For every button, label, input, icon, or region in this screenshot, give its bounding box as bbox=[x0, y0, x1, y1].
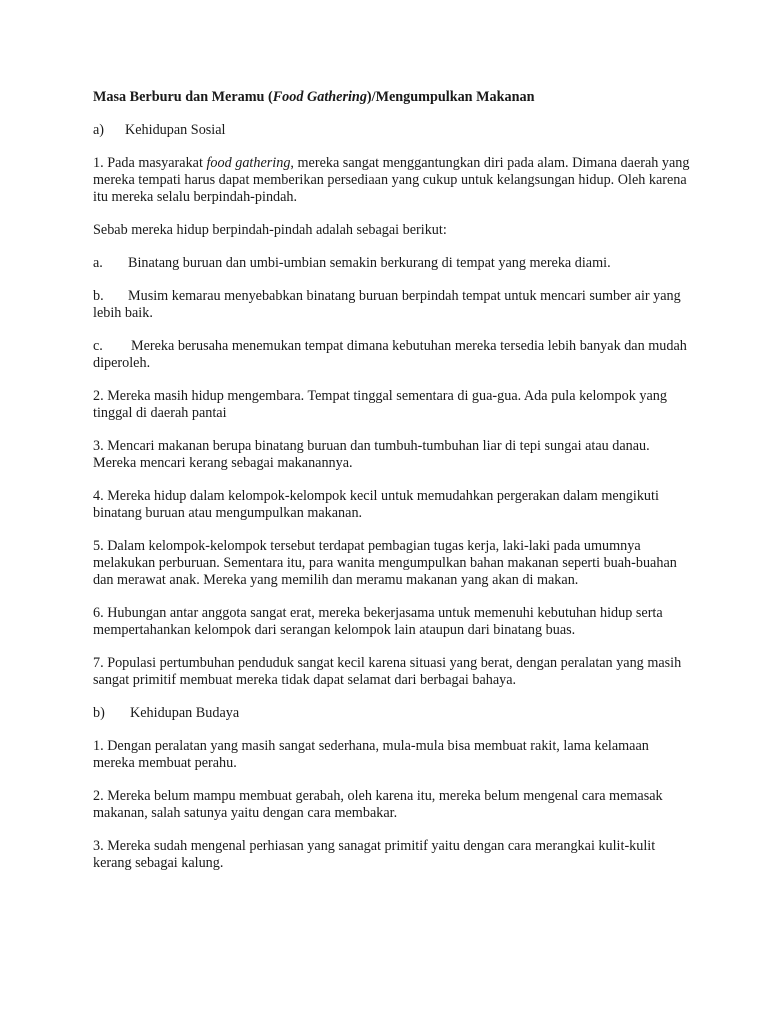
section-label: Kehidupan Sosial bbox=[125, 122, 226, 138]
paragraph-social-7: 7. Populasi pertumbuhan penduduk sangat kecil karena situasi yang berat, dengan peralatan yang masih sangat primitif membuat mereka tidak dapat selamat dari berbagai bahaya. bbox=[93, 655, 682, 688]
section-marker: b) bbox=[93, 705, 105, 721]
title-suffix: )/Mengumpulkan Makanan bbox=[366, 89, 535, 105]
paragraph-culture-1: 1. Dengan peralatan yang masih sangat sederhana, mula-mula bisa membuat rakit, lama kelamaan mereka membuat perahu. bbox=[93, 738, 649, 771]
section-heading-social bbox=[93, 122, 693, 139]
section-label: Kehidupan Budaya bbox=[130, 705, 240, 721]
paragraph-social-1 bbox=[93, 155, 693, 206]
list-marker: a. bbox=[93, 255, 103, 271]
list-marker: b. bbox=[93, 288, 104, 304]
document-title bbox=[93, 89, 693, 106]
paragraph-italic: food gathering bbox=[206, 155, 291, 171]
title-italic: Food Gathering bbox=[272, 89, 367, 105]
paragraph-social-6: 6. Hubungan antar anggota sangat erat, mereka bekerjasama untuk memenuhi kebutuhan hidup serta mempertahankan kelompok dari serangan kelompok lain ataupun dari binatang buas. bbox=[93, 605, 663, 638]
title-prefix: Masa Berburu dan Meramu ( bbox=[93, 89, 273, 105]
document-body bbox=[93, 89, 693, 888]
list-text: Binatang buruan dan umbi-umbian semakin berkurang di tempat yang mereka diami. bbox=[128, 255, 611, 271]
section-heading-culture bbox=[93, 705, 693, 722]
paragraph-text: 1. Pada masyarakat bbox=[93, 155, 207, 171]
list-marker: c. bbox=[93, 338, 103, 354]
paragraph-reasons-intro: Sebab mereka hidup berpindah-pindah adalah sebagai berikut: bbox=[93, 222, 447, 238]
list-item-reason-b bbox=[93, 288, 693, 322]
paragraph-culture-3: 3. Mereka sudah mengenal perhiasan yang sanagat primitif yaitu dengan cara merangkai kulit-kulit kerang sebagai kalung. bbox=[93, 838, 656, 871]
paragraph-social-4: 4. Mereka hidup dalam kelompok-kelompok kecil untuk memudahkan pergerakan dalam mengikuti binatang buruan atau mengumpulkan makanan. bbox=[93, 488, 659, 521]
paragraph-social-2: 2. Mereka masih hidup mengembara. Tempat tinggal sementara di gua-gua. Ada pula kelompok yang tinggal di daerah pantai bbox=[93, 388, 667, 421]
paragraph-social-3: 3. Mencari makanan berupa binatang buruan dan tumbuh-tumbuhan liar di tepi sungai atau danau. Mereka mencari kerang sebagai makanannya. bbox=[93, 438, 650, 471]
section-marker: a) bbox=[93, 122, 105, 138]
paragraph-culture-2: 2. Mereka belum mampu membuat gerabah, oleh karena itu, mereka belum mengenal cara memasak makanan, salah satunya yaitu dengan cara membakar. bbox=[93, 788, 663, 821]
paragraph-text: , mereka sangat menggantungkan diri pada alam. Dimana daerah yang mereka tempati harus dapat memberikan persediaan yang cukup untuk kelangsungan hidup. Oleh karena itu mereka selalu berpindah-pindah. bbox=[93, 155, 690, 205]
paragraph-social-5: 5. Dalam kelompok-kelompok tersebut terdapat pembagian tugas kerja, laki-laki pada umumnya melakukan perburuan. Sementara itu, para wanita mengumpulkan bahan makanan seperti buah-buahan dan merawat anak. Mereka yang memilih dan meramu makanan yang akan di makan. bbox=[93, 538, 677, 588]
list-item-reason-c bbox=[93, 338, 693, 372]
list-text: Musim kemarau menyebabkan binatang buruan berpindah tempat untuk mencari sumber air yang lebih baik. bbox=[93, 288, 681, 321]
list-item-reason-a bbox=[93, 255, 693, 272]
list-text: Mereka berusaha menemukan tempat dimana kebutuhan mereka tersedia lebih banyak dan mudah diperoleh. bbox=[93, 338, 687, 371]
